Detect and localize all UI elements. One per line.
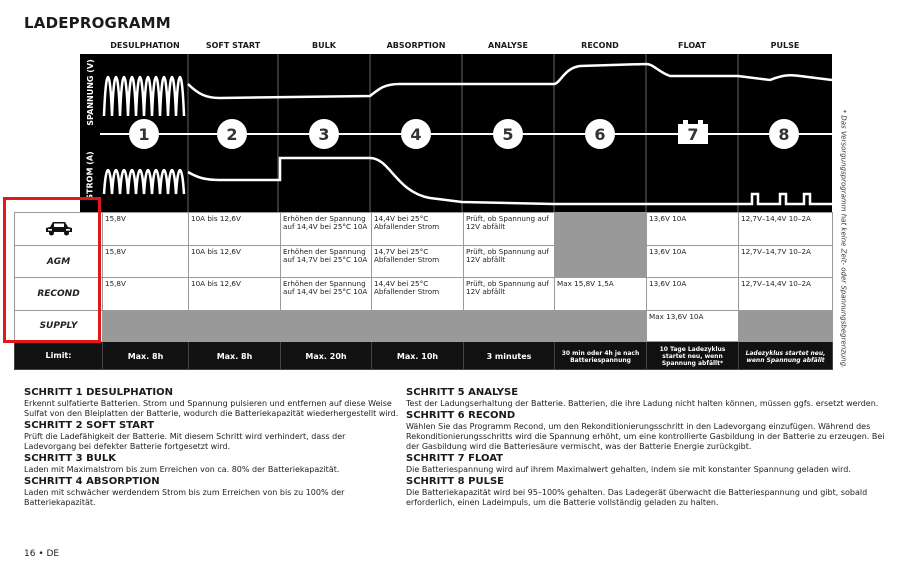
cell: 10A bis 12,6V [189, 246, 281, 278]
stage-number-6: 6 [594, 125, 606, 144]
stage-number-3: 3 [318, 125, 330, 144]
steps-right [406, 386, 896, 508]
cell: 13,6V 10A [647, 246, 739, 278]
cell: Erhöhen der Spannung auf 14,7V bei 25°C 10A [281, 246, 372, 278]
limit-row [15, 342, 833, 370]
limit-cell: 30 min oder 4h je nach Batteriespannung [555, 342, 647, 370]
cell: 12,7V–14,7V 10–2A [739, 246, 833, 278]
stage-number-5: 5 [502, 125, 514, 144]
limit-cell: 3 minutes [464, 342, 555, 370]
cell-empty [555, 246, 647, 278]
cell-empty [189, 311, 281, 342]
table-row [15, 278, 833, 311]
cell: 10A bis 12,6V [189, 213, 281, 246]
cell: Erhöhen der Spannung auf 14,4V bei 25°C 10A [281, 213, 372, 246]
table-row [15, 213, 833, 246]
stage-header-desulphation: DESULPHATION [110, 41, 180, 50]
cell: 15,8V [103, 213, 189, 246]
highlight-box [3, 197, 101, 343]
step-title: SCHRITT 6 RECOND [406, 410, 516, 421]
cell: 14,7V bei 25°C Abfallender Strom [372, 246, 464, 278]
cell: 15,8V [103, 278, 189, 311]
cell: Prüft, ob Spannung auf 12V abfällt [464, 246, 555, 278]
table-row [15, 246, 833, 278]
cell: Prüft, ob Spannung auf 12V abfällt [464, 213, 555, 246]
step-title: SCHRITT 8 PULSE [406, 476, 504, 487]
page-footer: 16 • DE [24, 549, 60, 559]
cell: 10A bis 12,6V [189, 278, 281, 311]
current-axis-label: STROM (A) [85, 150, 95, 200]
stage-header-absorption: ABSORPTION [386, 41, 446, 50]
cell: Max 15,8V 1,5A [555, 278, 647, 311]
cell: Max 13,6V 10A [647, 311, 739, 342]
step-text: Die Batteriekapazität wird bei 95–100% gehalten. Das Ladegerät überwacht die Batteriespannung und gibt, sobald erforderlich, einen Ladeimpuls, um die Batterie vollständig geladen zu halten. [406, 488, 868, 507]
stage-header-float: FLOAT [678, 41, 706, 50]
step-text: Erkennt sulfatierte Batterien. Strom und Spannung pulsieren und entfernen auf diese Weise Sulfat von den Bleiplatten der Batterie, wodurch die Batteriekapazität wiederhergestellt wird. [24, 399, 399, 418]
table-row [15, 311, 833, 342]
limit-cell: Ladezyklus startet neu, wenn Spannung abfällt [739, 342, 833, 370]
charge-diagram [80, 54, 832, 212]
step-text: Laden mit schwächer werdendem Strom bis zum Erreichen von bis zu 100% der Batteriekapazität. [24, 488, 345, 507]
cell-empty [103, 311, 189, 342]
steps-left [24, 386, 399, 508]
step-title: SCHRITT 1 DESULPHATION [24, 387, 174, 398]
program-table [14, 212, 833, 370]
stage-number-1: 1 [138, 125, 150, 144]
row-label-supply: SUPPLY [15, 311, 103, 342]
step-title: SCHRITT 3 BULK [24, 453, 116, 464]
cell-empty [372, 311, 464, 342]
step-text: Laden mit Maximalstrom bis zum Erreichen von ca. 80% der Batteriekapazität. [24, 465, 340, 474]
step-text: Die Batteriespannung wird auf ihrem Maximalwert gehalten, indem sie mit konstanter Spannung geladen wird. [406, 465, 851, 474]
limit-cell: 10 Tage Ladezyklus startet neu, wenn Spannung abfällt* [647, 342, 739, 370]
cell: 13,6V 10A [647, 278, 739, 311]
voltage-axis-label: SPANNUNG (V) [85, 58, 95, 126]
side-note: * Das Versorgungsprogramm hat keine Zeit- oder Spannungsbegrenzung. [839, 109, 848, 369]
step-title: SCHRITT 4 ABSORPTION [24, 476, 160, 487]
step-title: SCHRITT 2 SOFT START [24, 420, 155, 431]
cell-empty [464, 311, 555, 342]
stage-header-recond: RECOND [581, 41, 619, 50]
limit-cell: Max. 8h [103, 342, 189, 370]
limit-cell: Max. 8h [189, 342, 281, 370]
cell-empty [555, 213, 647, 246]
cell: 12,7V–14,4V 10–2A [739, 213, 833, 246]
page-title: LADEPROGRAMM [24, 14, 171, 32]
limit-cell: Max. 20h [281, 342, 372, 370]
cell-empty [555, 311, 647, 342]
stage-header-bulk: BULK [312, 41, 336, 50]
stage-number-2: 2 [226, 125, 238, 144]
cell-empty [739, 311, 833, 342]
step-text: Test der Ladungserhaltung der Batterie. Batterien, die ihre Ladung nicht halten können, müssen ggfs. ersetzt werden. [406, 399, 879, 408]
step-text: Prüft die Ladefähigkeit der Batterie. Mit diesem Schritt wird verhindert, dass der Ladevorgang bei defekter Batterie fortgesetzt wird. [24, 432, 346, 451]
cell: 14,4V bei 25°C Abfallender Strom [372, 278, 464, 311]
step-title: SCHRITT 7 FLOAT [406, 453, 503, 464]
limit-label: Limit: [15, 342, 103, 370]
stage-header-analyse: ANALYSE [488, 41, 528, 50]
row-label-recond: RECOND [15, 278, 103, 311]
limit-cell: Max. 10h [372, 342, 464, 370]
step-text: Wählen Sie das Programm Recond, um den Rekonditionierungsschritt in den Ladevorgang einzufügen. Während des Rekonditionierungsschritts wird die Spannung erhöht, um eine kontrollierte Gasbildung in der Batterie zu erzeugen. Bei der Gasbildung wird die Batteriesäure vermischt, was der Batterie Energie zurückgibt. [406, 422, 885, 451]
cell: Erhöhen der Spannung auf 14,4V bei 25°C 10A [281, 278, 372, 311]
stage-number-4: 4 [410, 125, 422, 144]
step-title: SCHRITT 5 ANALYSE [406, 387, 519, 398]
stage-header-pulse: PULSE [770, 41, 800, 50]
stage-number-7: 7 [687, 125, 699, 144]
cell: 14,4V bei 25°C Abfallender Strom [372, 213, 464, 246]
stage-header-soft-start: SOFT START [205, 41, 261, 50]
cell: 15,8V [103, 246, 189, 278]
row-label-agm: AGM [15, 246, 103, 278]
cell: 13,6V 10A [647, 213, 739, 246]
cell: 12,7V–14,4V 10–2A [739, 278, 833, 311]
stage-number-8: 8 [778, 125, 790, 144]
cell-empty [281, 311, 372, 342]
cell: Prüft, ob Spannung auf 12V abfällt [464, 278, 555, 311]
